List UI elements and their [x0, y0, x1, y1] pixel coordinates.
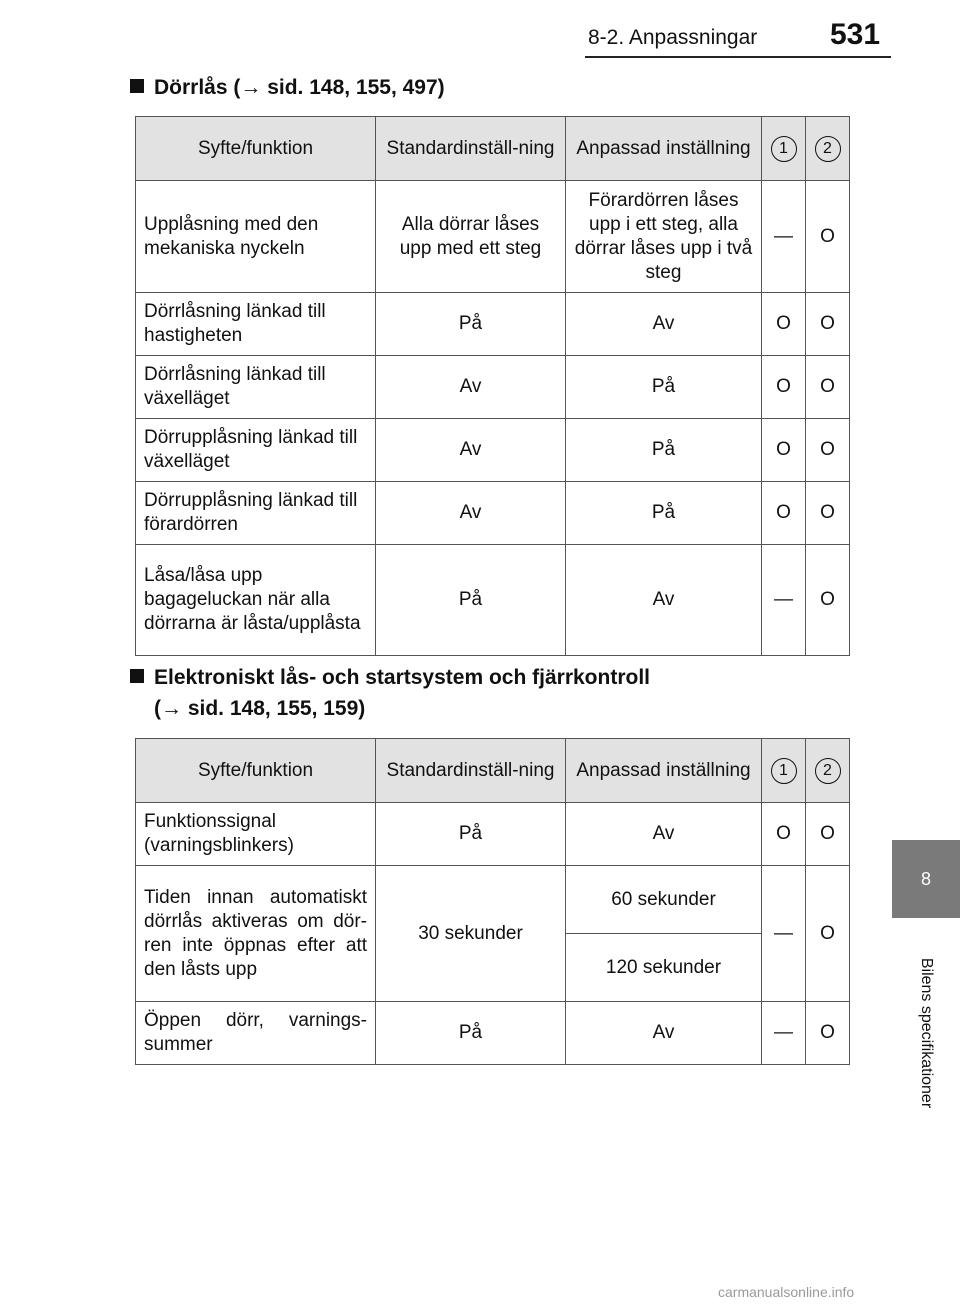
cell-col1: O: [762, 803, 806, 866]
cell-default: Av: [376, 482, 566, 545]
table-header-row: [136, 117, 850, 181]
cell-custom: På: [566, 356, 762, 419]
cell-custom: 60 sekunder: [566, 866, 762, 934]
cell-col1: O: [762, 482, 806, 545]
cell-col1: O: [762, 293, 806, 356]
table-row: [136, 419, 850, 482]
circled-one-icon: 1: [771, 758, 797, 784]
page-number: 531: [830, 18, 881, 51]
chapter-title: Bilens specifikationer: [918, 957, 936, 1109]
circled-two-icon: 2: [815, 136, 841, 162]
cell-col2: O: [806, 293, 850, 356]
header-col2: [806, 117, 850, 181]
watermark: carmanualsonline.info: [718, 1284, 855, 1300]
cell-default: 30 sekunder: [376, 866, 566, 1002]
section1-title: Dörrlås (→ sid. 148, 155, 497): [130, 72, 445, 103]
section-heading: 8-2. Anpassningar: [588, 26, 758, 49]
chapter-title-vertical: [892, 918, 960, 1148]
cell-col1: O: [762, 356, 806, 419]
cell-function: Upplåsning med den mekaniska nyckeln: [136, 181, 376, 293]
table-row: [136, 866, 850, 934]
cell-default: På: [376, 545, 566, 656]
cell-function: Öppen dörr, varnings-summer: [136, 1002, 376, 1065]
cell-function: Dörrupplåsning länkad till förardörren: [136, 482, 376, 545]
door-lock-table: [135, 116, 850, 656]
cell-default: Av: [376, 356, 566, 419]
arrow-right-icon: →: [240, 76, 262, 99]
header-custom: Anpassad inställning: [566, 117, 762, 181]
cell-col1: —: [762, 181, 806, 293]
cell-col1: —: [762, 866, 806, 1002]
bullet-square-icon: [130, 79, 144, 93]
table-row: [136, 1002, 850, 1065]
header-col2: [806, 739, 850, 803]
cell-col2: O: [806, 181, 850, 293]
bullet-square-icon: [130, 669, 144, 683]
header-col1: [762, 739, 806, 803]
cell-function: Tiden innan automatiskt dörrlås aktiveras om dör-ren inte öppnas efter att den låsts upp: [136, 866, 376, 1002]
circled-two-icon: 2: [815, 758, 841, 784]
cell-col2: O: [806, 419, 850, 482]
cell-default: På: [376, 803, 566, 866]
header-function: Syfte/funktion: [136, 117, 376, 181]
header-divider: [585, 56, 891, 58]
chapter-tab: [892, 840, 960, 918]
header-custom: Anpassad inställning: [566, 739, 762, 803]
cell-col2: O: [806, 1002, 850, 1065]
cell-function: Dörrupplåsning länkad till växelläget: [136, 419, 376, 482]
cell-custom: På: [566, 419, 762, 482]
cell-custom: Förardörren låses upp i ett steg, alla dörrar låses upp i två steg: [566, 181, 762, 293]
cell-default: På: [376, 1002, 566, 1065]
cell-custom: 120 sekunder: [566, 934, 762, 1002]
cell-col2: O: [806, 545, 850, 656]
cell-col1: —: [762, 545, 806, 656]
cell-custom: Av: [566, 803, 762, 866]
cell-col2: O: [806, 866, 850, 1002]
cell-col1: —: [762, 1002, 806, 1065]
circled-one-icon: 1: [771, 136, 797, 162]
cell-custom: På: [566, 482, 762, 545]
cell-custom: Av: [566, 545, 762, 656]
arrow-right-icon: →: [161, 697, 182, 720]
cell-function: Dörrlåsning länkad till hastigheten: [136, 293, 376, 356]
table-row: [136, 545, 850, 656]
section2-title: Elektroniskt lås- och startsystem och fjärrkontroll (→ sid. 148, 155, 159): [130, 662, 650, 724]
cell-col2: O: [806, 482, 850, 545]
table-row: [136, 482, 850, 545]
table-header-row: [136, 739, 850, 803]
cell-default: På: [376, 293, 566, 356]
cell-col2: O: [806, 356, 850, 419]
table-row: [136, 803, 850, 866]
header-col1: [762, 117, 806, 181]
cell-custom: Av: [566, 1002, 762, 1065]
table-row: [136, 181, 850, 293]
cell-default: Av: [376, 419, 566, 482]
cell-col1: O: [762, 419, 806, 482]
table-row: [136, 293, 850, 356]
cell-custom: Av: [566, 293, 762, 356]
header-default: Standardinställ-ning: [376, 739, 566, 803]
smart-key-table: [135, 738, 850, 1065]
cell-function: Funktionssignal (varningsblinkers): [136, 803, 376, 866]
table-row: [136, 356, 850, 419]
cell-function: Låsa/låsa upp bagageluckan när alla dörrarna är låsta/upplåsta: [136, 545, 376, 656]
cell-function: Dörrlåsning länkad till växelläget: [136, 356, 376, 419]
cell-default: Alla dörrar låses upp med ett steg: [376, 181, 566, 293]
chapter-number: 8: [920, 868, 931, 889]
cell-col2: O: [806, 803, 850, 866]
header-default: Standardinställ-ning: [376, 117, 566, 181]
header-function: Syfte/funktion: [136, 739, 376, 803]
